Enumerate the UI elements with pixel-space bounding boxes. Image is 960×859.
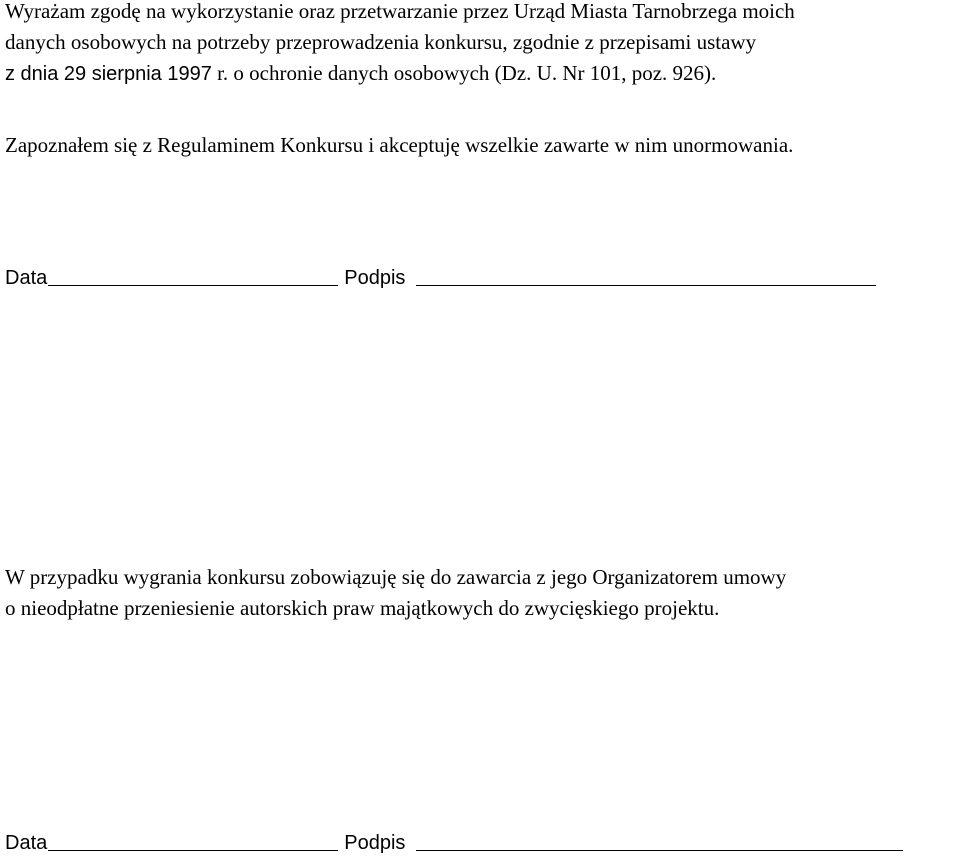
date-blank-line-2[interactable] [48,850,338,851]
date-label-2: Data [5,832,48,854]
signature-row-2 [5,828,903,859]
consent-line-1: Wyrażam zgodę na wykorzystanie oraz przetwarzanie przez Urząd Miasta Tarnobrzega moich [5,0,795,23]
signature-blank-line-1[interactable] [416,285,876,286]
rights-line-1: W przypadku wygrania konkursu zobowiązuję się do zawarcia z jego Organizatorem umowy [5,565,787,589]
date-blank-line-1[interactable] [48,285,338,286]
consent-line-2: danych osobowych na potrzeby przeprowadzenia konkursu, zgodnie z przepisami ustawy [5,30,757,54]
regulations-paragraph [5,130,960,161]
signature-label-2: Podpis [344,832,406,854]
consent-line-3 [5,58,960,90]
rights-line-2: o nieodpłatne przeniesienie autorskich praw majątkowych do zwycięskiego projektu. [5,596,720,620]
consent-line-3-end: r. o ochronie danych osobowych (Dz. U. Nr 101, poz. 926). [211,61,717,85]
signature-row-1 [5,263,876,294]
regulations-text: Zapoznałem się z Regulaminem Konkursu i akceptuję wszelkie zawarte w nim unormowania. [5,133,794,157]
rights-paragraph [5,562,960,624]
consent-line-3-start: z dnia 29 sierpnia 1997 [5,63,212,85]
signature-label-1: Podpis [344,267,406,289]
date-label-1: Data [5,267,48,289]
consent-paragraph [5,0,960,90]
signature-blank-line-2[interactable] [416,850,903,851]
